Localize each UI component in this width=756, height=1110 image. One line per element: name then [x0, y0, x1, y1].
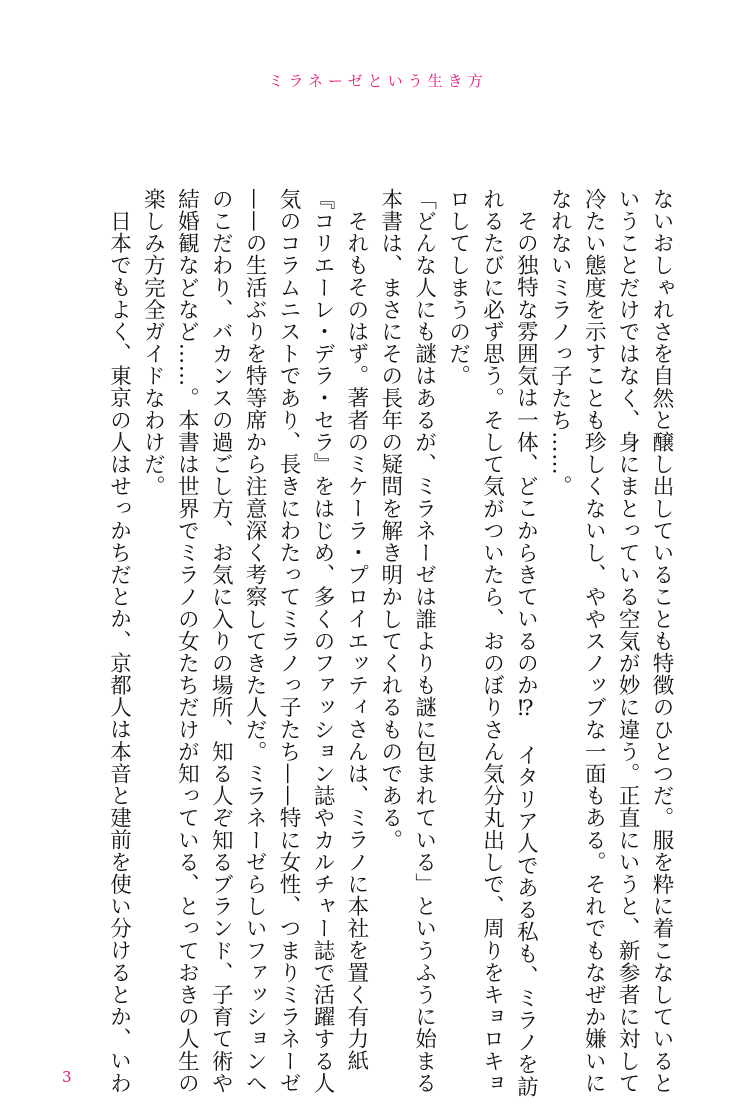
paragraph-3: 「どんな人にも謎はあるが、ミラネーゼは誰よりも謎に包まれている」というふうに始まる 本書は、まさにその長年の疑問を解き明かしてくれるものである。	[377, 188, 437, 1095]
body-text	[102, 188, 678, 1097]
paragraph-5: 日本でもよく、東京の人はせっかちだとか、京都人は本音と建前を使い分けるとか、いわ	[106, 209, 132, 1094]
page-number: 3	[62, 1068, 72, 1086]
paragraph-1: ないおしゃれさを自然と醸し出していることも特徴のひとつだ。服を粋に着こなしていると いうことだけではなく、身にまとっている空気が妙に違う。正直にいうと、新参者に対して 冷たい態度を示すことも珍しくないし、ややスノッブな一面もある。それでもなぜか嫌いに なれないミラノっ子たち……。	[547, 188, 674, 1095]
paragraph-4: それもそのはず。著者のミケーラ・プロイエッティさんは、ミラノに本社を置く有力紙 『コリエーレ・デラ・セラ』をはじめ、多くのファッション誌やカルチャー誌で活躍する人 気のコラムニストであり、長きにわたってミラノっ子たち——特に女性、つまりミラネーゼ ——の生活ぶりを特等席から注意深く考察してきた人だ。ミラネーゼらしいファッションへ のこだわり、バカンスの過ごし方、お気に入りの場所、知る人ぞ知るブランド、子育て術や 結婚観などなど……。本書は世界でミラノの女たちだけが知っている、とっておきの人生の 楽しみ方完全ガイドなわけだ。	[140, 188, 369, 1095]
running-head: ミラネーゼという生き方	[268, 72, 488, 90]
paragraph-2: その独特な雰囲気は一体、どこからきているのか⁉ イタリア人である私も、ミラノを訪 れるたびに必ず思う。そして気がついたら、おのぼりさん気分丸出しで、周りをキョロキョ ロしてしまうのだ。	[445, 188, 539, 1097]
